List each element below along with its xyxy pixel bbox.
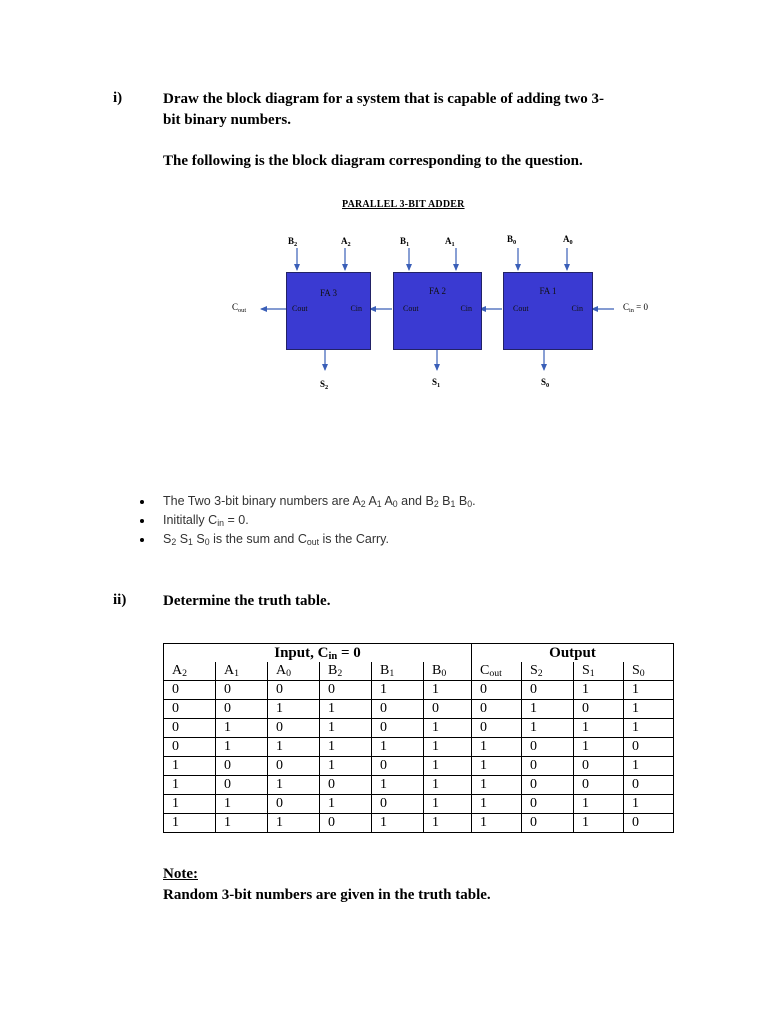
fa2-title: FA 2 xyxy=(428,286,447,296)
table-cell: 1 xyxy=(372,814,424,833)
table-cell: 0 xyxy=(522,757,574,776)
column-header: $S_1$ xyxy=(574,662,624,681)
table-cell: 0 xyxy=(522,795,574,814)
table-cell: 1 xyxy=(424,738,472,757)
table-cell: 1 xyxy=(320,795,372,814)
column-header: $A_2$ xyxy=(164,662,216,681)
table-cell: 1 xyxy=(624,757,674,776)
label-a0: $A_0$ xyxy=(563,234,573,246)
table-row xyxy=(164,719,674,738)
table-cell: 0 xyxy=(522,814,574,833)
table-cell: 1 xyxy=(372,681,424,700)
table-cell: 0 xyxy=(574,757,624,776)
table-cell: 1 xyxy=(574,738,624,757)
bullet-text-3: $S_2$ $S_1$ $S_0$ is the sum and $C_{out}$ is the Carry. xyxy=(163,532,389,547)
column-header: $C_{out}$ xyxy=(472,662,522,681)
table-cell: 1 xyxy=(472,738,522,757)
table-cell: 1 xyxy=(574,681,624,700)
table-cell: 1 xyxy=(624,795,674,814)
table-cell: 1 xyxy=(216,814,268,833)
label-s1: $S_1$ xyxy=(432,377,441,389)
column-header: $B_0$ xyxy=(424,662,472,681)
table-cell: 1 xyxy=(372,776,424,795)
table-cell: 0 xyxy=(372,700,424,719)
table-cell: 1 xyxy=(424,776,472,795)
table-cell: 1 xyxy=(424,681,472,700)
fa3-title: FA 3 xyxy=(319,288,338,298)
table-cell: 1 xyxy=(522,700,574,719)
table-cell: 1 xyxy=(472,795,522,814)
table-cell: 0 xyxy=(164,719,216,738)
table-cell: 1 xyxy=(164,757,216,776)
label-b2: $B_2$ xyxy=(288,236,298,248)
table-cell: 0 xyxy=(268,719,320,738)
fa2-cout-pin: Cout xyxy=(403,304,419,313)
table-cell: 0 xyxy=(320,681,372,700)
table-cell: 0 xyxy=(320,776,372,795)
column-header: $S_0$ xyxy=(624,662,674,681)
table-cell: 0 xyxy=(574,700,624,719)
table-cell: 0 xyxy=(164,738,216,757)
table-cell: 1 xyxy=(624,700,674,719)
table-cell: 0 xyxy=(624,776,674,795)
table-cell: 0 xyxy=(216,700,268,719)
input-header: Input, $C_{in} = 0$ xyxy=(164,644,472,663)
label-b0: $B_0$ xyxy=(507,234,517,246)
question-1-line-1: Draw the block diagram for a system that is capable of adding two 3- xyxy=(163,91,604,107)
table-cell: 0 xyxy=(268,795,320,814)
table-cell: 0 xyxy=(268,757,320,776)
table-cell: 0 xyxy=(164,700,216,719)
bullet-text-2: Inititally $C_{in} = 0$. xyxy=(163,513,249,528)
full-adder-fa3 xyxy=(286,272,371,350)
table-cell: 1 xyxy=(216,795,268,814)
table-cell: 1 xyxy=(164,795,216,814)
table-cell: 0 xyxy=(320,814,372,833)
table-cell: 0 xyxy=(574,776,624,795)
fa1-cin-pin: Cin xyxy=(571,304,583,313)
column-header: $A_1$ xyxy=(216,662,268,681)
column-header: $S_2$ xyxy=(522,662,574,681)
full-adder-fa1 xyxy=(503,272,593,350)
question-text-2: Determine the truth table. xyxy=(163,593,331,609)
table-column-header-row xyxy=(164,662,674,681)
table-cell: 0 xyxy=(522,681,574,700)
truth-table xyxy=(163,643,674,833)
table-cell: 0 xyxy=(216,776,268,795)
table-cell: 0 xyxy=(522,776,574,795)
diagram-title: PARALLEL 3-BIT ADDER xyxy=(342,199,465,210)
table-row xyxy=(164,776,674,795)
table-cell: 1 xyxy=(472,814,522,833)
table-cell: 1 xyxy=(424,757,472,776)
bullet-dot xyxy=(140,519,144,523)
table-cell: 0 xyxy=(624,738,674,757)
table-cell: 1 xyxy=(574,795,624,814)
label-s2: $S_2$ xyxy=(320,379,329,391)
full-adder-fa2 xyxy=(393,272,482,350)
table-cell: 0 xyxy=(372,719,424,738)
label-a1: $A_1$ xyxy=(445,236,455,248)
note-heading: Note: xyxy=(163,866,198,882)
table-cell: 0 xyxy=(372,795,424,814)
table-cell: 1 xyxy=(164,814,216,833)
table-cell: 0 xyxy=(424,700,472,719)
output-header: Output xyxy=(472,644,674,663)
table-cell: 1 xyxy=(522,719,574,738)
column-header: $B_1$ xyxy=(372,662,424,681)
table-cell: 0 xyxy=(372,757,424,776)
table-cell: 1 xyxy=(320,738,372,757)
column-header: $B_2$ xyxy=(320,662,372,681)
fa1-title: FA 1 xyxy=(539,286,557,296)
table-cell: 1 xyxy=(320,757,372,776)
label-a2: $A_2$ xyxy=(341,236,351,248)
fa3-cin-pin: Cin xyxy=(350,304,362,313)
table-cell: 1 xyxy=(424,814,472,833)
table-cell: 1 xyxy=(624,719,674,738)
table-group-header-row xyxy=(164,644,674,663)
table-cell: 1 xyxy=(268,700,320,719)
column-header: $A_0$ xyxy=(268,662,320,681)
label-cout: $C_{out}$ xyxy=(232,302,247,314)
label-b1: $B_1$ xyxy=(400,236,410,248)
table-cell: 0 xyxy=(522,738,574,757)
table-cell: 1 xyxy=(216,738,268,757)
table-row xyxy=(164,681,674,700)
table-body xyxy=(164,681,674,833)
table-cell: 1 xyxy=(372,738,424,757)
bullet-text-1: The Two 3-bit binary numbers are $A_2$ $A_1$ $A_0$ and $B_2$ $B_1$ $B_0$. xyxy=(163,494,476,509)
table-cell: 1 xyxy=(424,719,472,738)
table-cell: 0 xyxy=(472,681,522,700)
table-row xyxy=(164,795,674,814)
table-row xyxy=(164,757,674,776)
table-cell: 1 xyxy=(472,757,522,776)
table-row xyxy=(164,814,674,833)
question-1-followup: The following is the block diagram corresponding to the question. xyxy=(163,153,583,169)
table-cell: 1 xyxy=(320,700,372,719)
table-cell: 1 xyxy=(472,776,522,795)
table-cell: 1 xyxy=(268,776,320,795)
table-cell: 0 xyxy=(268,681,320,700)
question-number-2: ii) xyxy=(113,592,127,608)
table-cell: 0 xyxy=(216,757,268,776)
table-cell: 0 xyxy=(472,700,522,719)
bullet-dot xyxy=(140,500,144,504)
table-cell: 0 xyxy=(216,681,268,700)
table-cell: 1 xyxy=(268,738,320,757)
table-cell: 1 xyxy=(268,814,320,833)
question-number-1: i) xyxy=(113,90,123,106)
label-cin: $C_{in} = 0$ xyxy=(623,302,648,314)
note-text: Random 3-bit numbers are given in the truth table. xyxy=(163,887,491,903)
table-cell: 1 xyxy=(624,681,674,700)
bullet-dot xyxy=(140,538,144,542)
table-cell: 1 xyxy=(574,814,624,833)
table-cell: 1 xyxy=(216,719,268,738)
table-row xyxy=(164,738,674,757)
table-cell: 1 xyxy=(424,795,472,814)
table-cell: 0 xyxy=(624,814,674,833)
diagram-arrows xyxy=(0,0,768,420)
table-row xyxy=(164,700,674,719)
question-1-line-2: bit binary numbers. xyxy=(163,112,291,128)
table-cell: 0 xyxy=(164,681,216,700)
table-cell: 1 xyxy=(574,719,624,738)
table-cell: 1 xyxy=(164,776,216,795)
table-cell: 1 xyxy=(320,719,372,738)
fa2-cin-pin: Cin xyxy=(460,304,472,313)
label-s0: $S_0$ xyxy=(541,377,550,389)
fa3-cout-pin: Cout xyxy=(292,304,308,313)
table-cell: 0 xyxy=(472,719,522,738)
fa1-cout-pin: Cout xyxy=(513,304,529,313)
